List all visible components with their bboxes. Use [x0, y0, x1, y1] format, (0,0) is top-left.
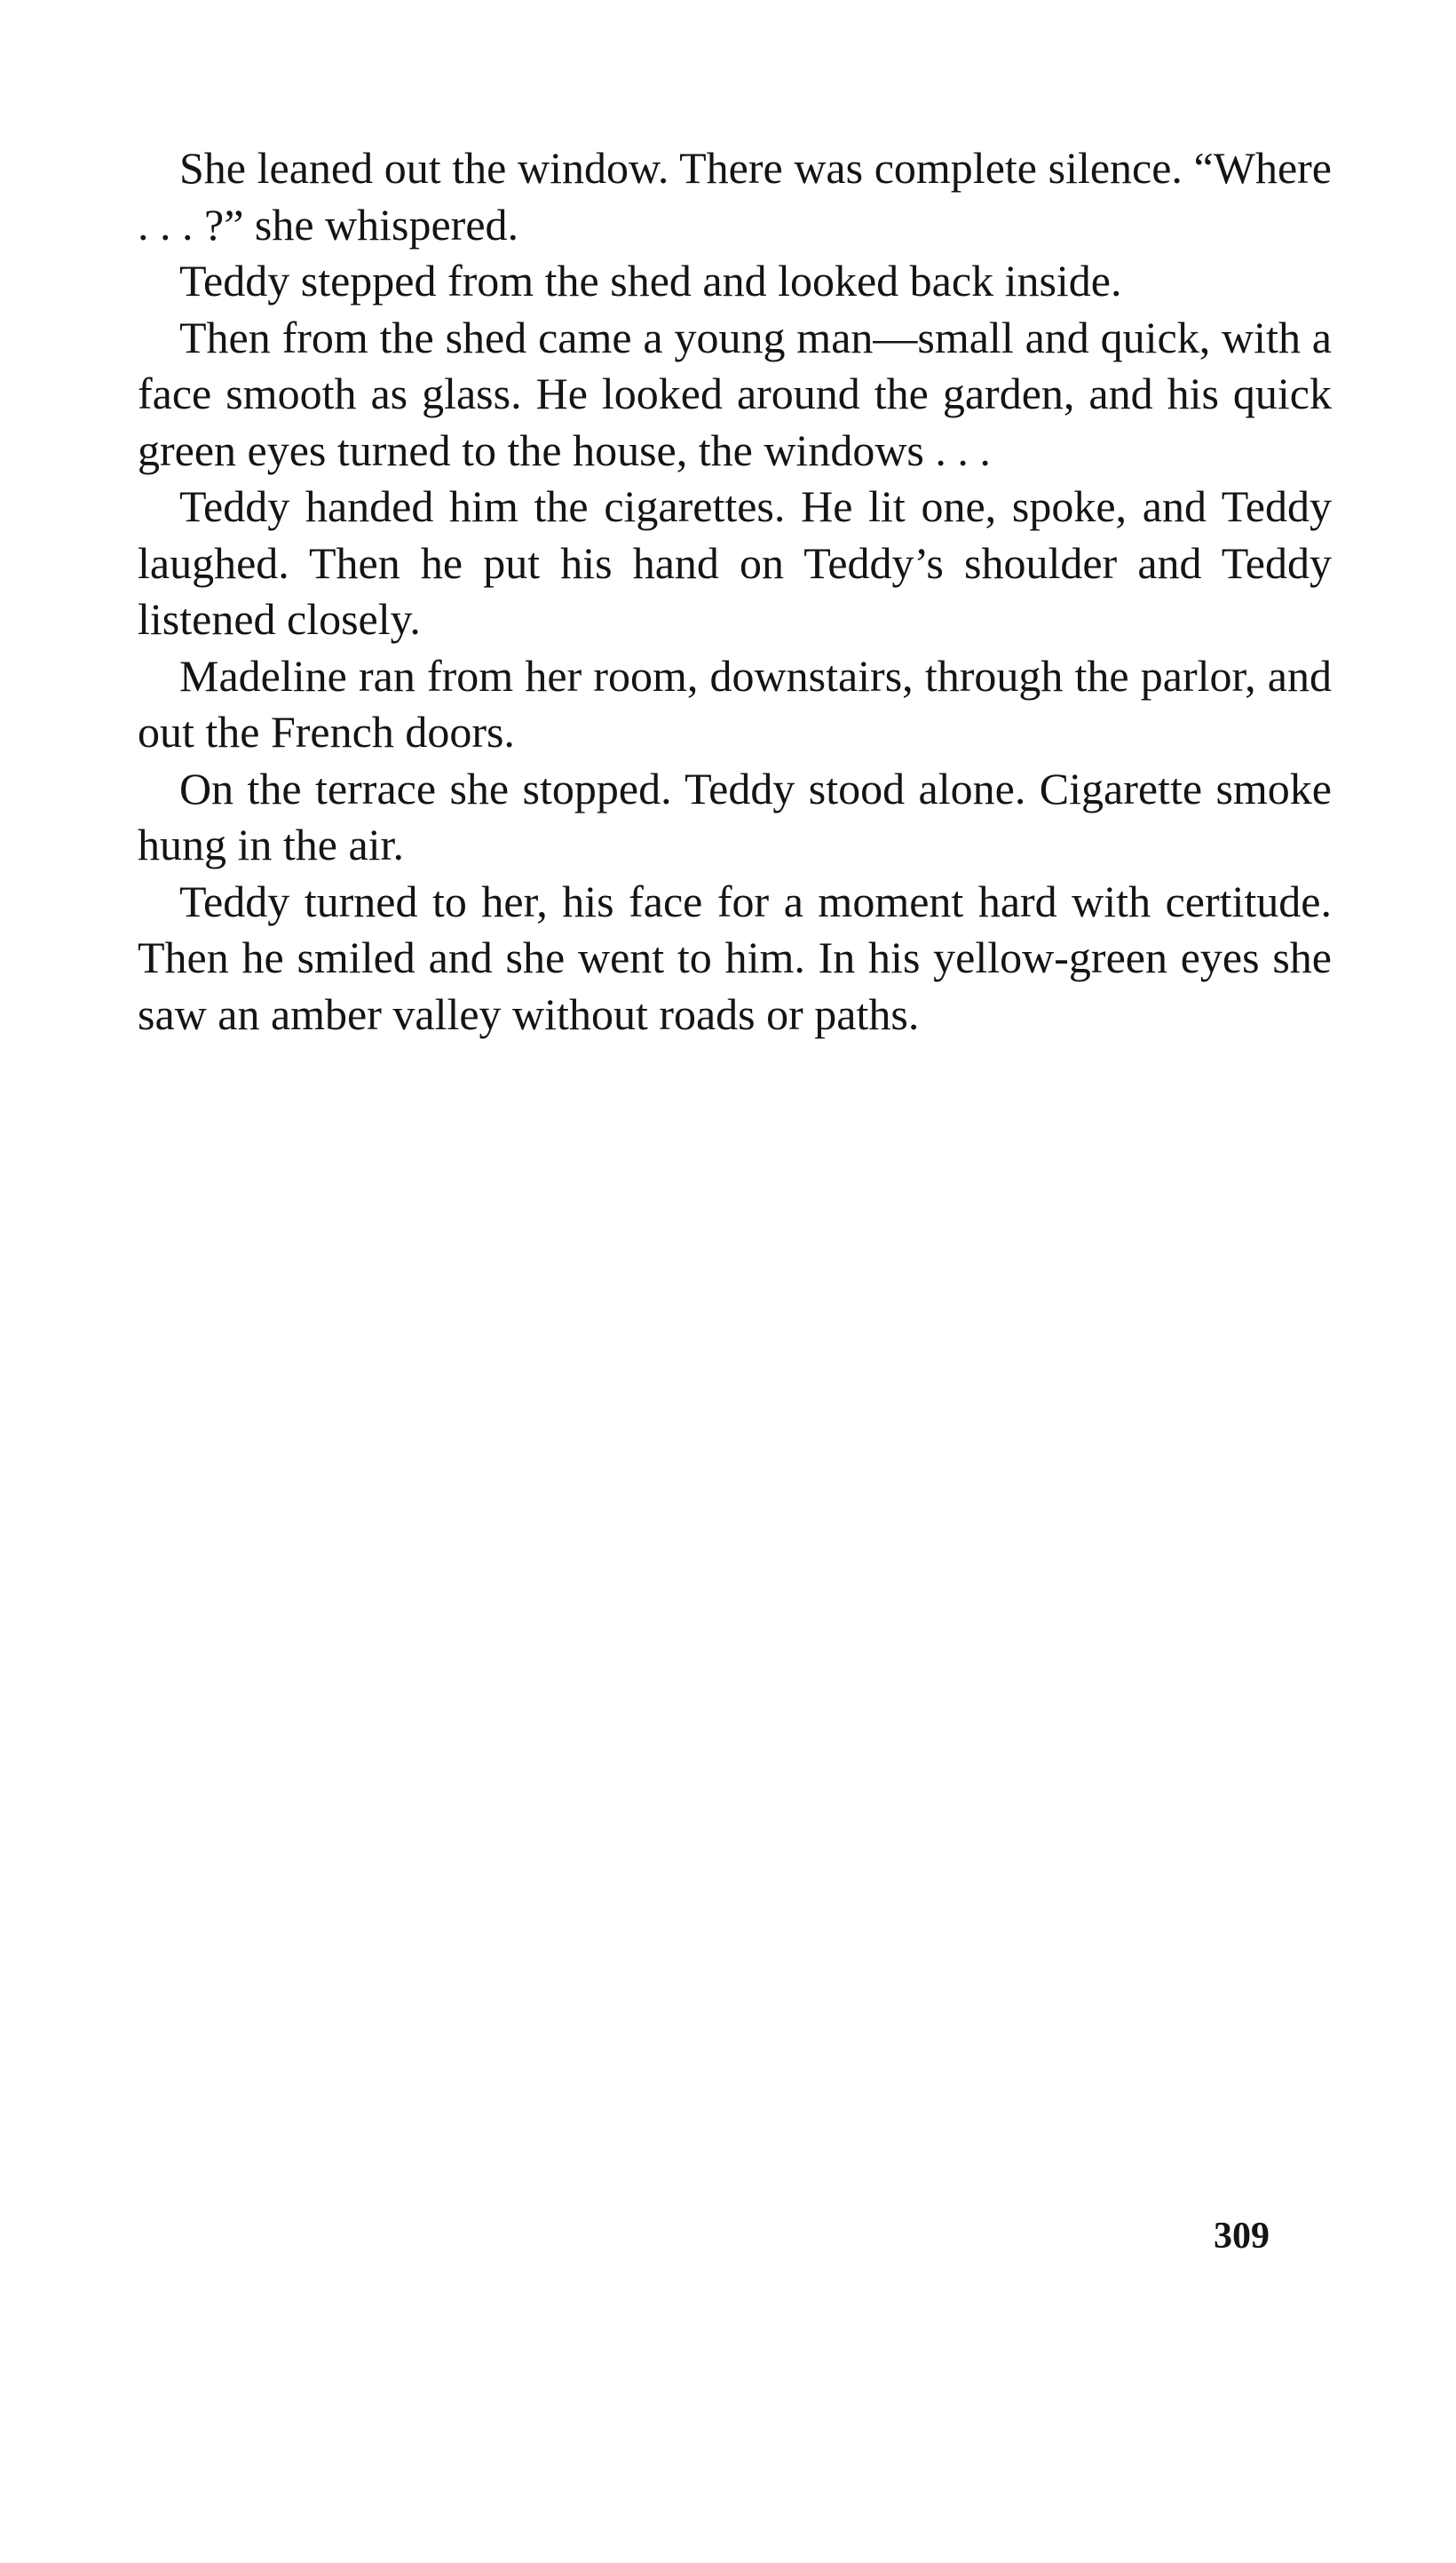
paragraph: Then from the shed came a young man—small and quick, with a face smooth as glass. He looked around the garden, and his quick green eyes turned to the house, the windows . . . [138, 312, 1332, 475]
paragraph: On the terrace she stopped. Teddy stood alone. Cigarette smoke hung in the air. [138, 763, 1332, 869]
paragraph: Teddy stepped from the shed and looked back inside. [179, 256, 1122, 305]
page-number: 309 [1214, 2216, 1270, 2257]
paragraph: She leaned out the window. There was complete silence. “Where . . . ?” she whispered. [138, 143, 1332, 250]
paragraph: Madeline ran from her room, downstairs, through the parlor, and out the French doors. [138, 650, 1332, 757]
body-text [138, 140, 1332, 1043]
paragraph: Teddy handed him the cigarettes. He lit one, spoke, and Teddy laughed. Then he put his hand on Teddy’s shoulder and Teddy listened closely. [138, 481, 1332, 644]
paragraph: Teddy turned to her, his face for a moment hard with certitude. Then he smiled and she went to him. In his yellow-green eyes she saw an amber valley without roads or paths. [138, 876, 1332, 1039]
